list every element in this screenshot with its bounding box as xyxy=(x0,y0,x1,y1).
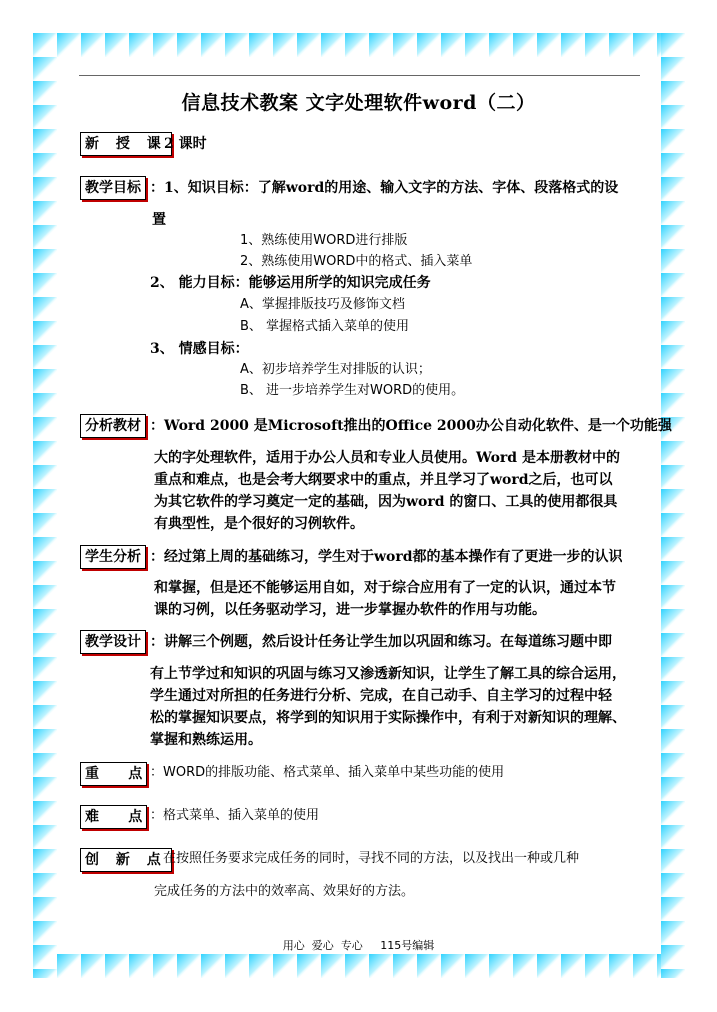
analysis-line: 为其它软件的学习奠定一定的基础，因为word 的窗口、工具的使用都很具 xyxy=(154,494,618,510)
decorative-border-top xyxy=(33,33,685,57)
page-footer: 用心 爱心 专心 115号编辑 xyxy=(282,939,435,952)
page-title: 信息技术教案 文字处理软件word（二） xyxy=(181,92,536,114)
label-analysis: 分析教材 xyxy=(80,414,146,438)
analysis-line: 重点和难点，也是会考大纲要求中的重点，并且学习了word之后，也可以 xyxy=(154,472,613,488)
analysis-line: 有典型性，是个很好的习例软件。 xyxy=(154,516,364,532)
label-difficult-point: 难 点 xyxy=(80,805,147,829)
ability-objective: 2、 能力目标：能够运用所学的知识完成任务 xyxy=(150,275,431,291)
difficult-point-value: ：格式菜单、插入菜单的使用 xyxy=(150,808,320,823)
header-rule xyxy=(79,75,640,76)
emotion-item-b: B、 进一步培养学生对WORD的使用。 xyxy=(240,383,465,398)
emotion-item-a: A、初步培养学生对排版的认识； xyxy=(240,362,431,377)
knowledge-item-1: 1、熟练使用WORD进行排版 xyxy=(240,233,408,248)
design-line: ：讲解三个例题，然后设计任务让学生加以巩固和练习。在每道练习题中即 xyxy=(150,634,612,650)
innovation-line2: 完成任务的方法中的效率高、效果好的方法。 xyxy=(154,884,415,899)
label-design: 教学设计 xyxy=(80,630,146,654)
students-line: 课的习例，以任务驱动学习，进一步掌握办软件的作用与功能。 xyxy=(154,602,546,618)
students-line: 和掌握，但是还不能够运用自如，对于综合应用有了一定的认识，通过本节 xyxy=(154,580,616,596)
decorative-border-right xyxy=(661,33,685,978)
design-line: 掌握和熟练运用。 xyxy=(150,732,262,748)
design-line: 学生通过对所担的任务进行分析、完成，在自己动手、自主学习的过程中轻 xyxy=(150,688,612,704)
emotion-objective: 3、 情感目标： xyxy=(150,341,249,357)
decorative-border-bottom xyxy=(33,954,685,978)
key-point-value: ：WORD的排版功能、格式菜单、插入菜单中某些功能的使用 xyxy=(150,765,505,780)
students-line: ：经过第上周的基础练习，学生对于word都的基本操作有了更进一步的认识 xyxy=(150,549,623,565)
design-line: 松的掌握知识要点，将学到的知识用于实际操作中，有利于对新知识的理解、 xyxy=(150,710,626,726)
label-new-lesson: 新 授 课 xyxy=(80,132,172,156)
knowledge-item-2: 2、熟练使用WORD中的格式、插入菜单 xyxy=(240,254,473,269)
objectives-line1: ：1、知识目标：了解word的用途、输入文字的方法、字体、段落格式的设 xyxy=(150,180,619,196)
label-key-point: 重 点 xyxy=(80,762,147,786)
ability-item-b: B、 掌握格式插入菜单的使用 xyxy=(240,319,410,334)
design-line: 有上节学过和知识的巩固与练习又渗透新知识，让学生了解工具的综合运用， xyxy=(150,666,626,682)
label-innovation: 创 新 点 xyxy=(80,848,172,872)
new-lesson-value: ：2 课时 xyxy=(150,136,207,152)
ability-item-a: A、掌握排版技巧及修饰文档 xyxy=(240,297,405,312)
decorative-border-left xyxy=(33,33,57,978)
analysis-line: 大的字处理软件，适用于办公人员和专业人员使用。Word 是本册教材中的 xyxy=(154,450,620,466)
analysis-line: ：Word 2000 是Microsoft推出的Office 2000办公自动化软件、是一个功能强 xyxy=(150,418,672,434)
label-students: 学生分析 xyxy=(80,545,146,569)
objectives-line1b: 置 xyxy=(152,212,166,228)
innovation-line1: ：在按照任务要求完成任务的同时，寻找不同的方法，以及找出一种或几种 xyxy=(150,851,580,866)
label-objectives: 教学目标 xyxy=(80,176,146,200)
